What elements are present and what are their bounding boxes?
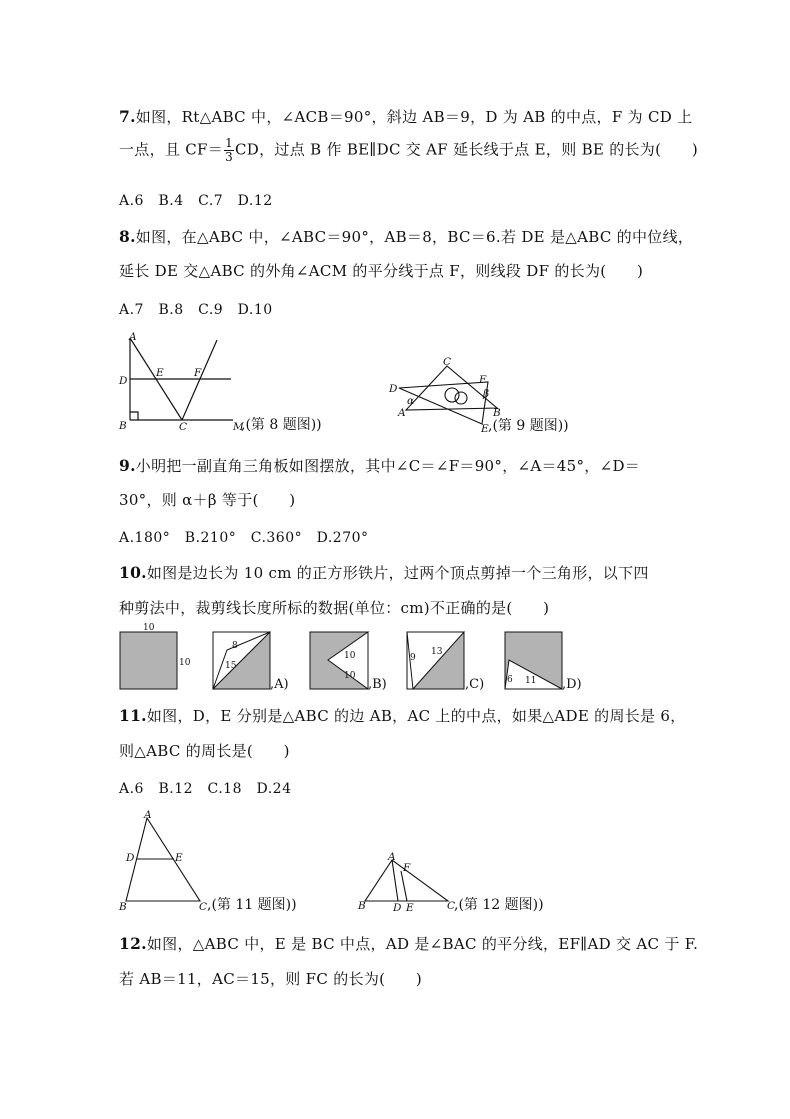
fig12-label-a: A xyxy=(388,851,396,863)
figure-12 xyxy=(355,850,575,920)
figure-8 xyxy=(115,330,365,435)
fig8-label-e: E xyxy=(156,367,164,379)
fig9-label-a: A xyxy=(398,407,406,419)
fig10-option-b-shape xyxy=(310,632,368,689)
fig9-label-d: D xyxy=(389,383,398,395)
fig8-label-m: M xyxy=(233,421,244,433)
fig12-label-d: D xyxy=(393,902,402,914)
fig12-caption: ,(第 12 题图)) xyxy=(454,897,544,913)
fig8-label-a: A xyxy=(129,331,137,343)
q11-options: A.6 B.12 C.18 D.24 xyxy=(119,781,292,797)
q8-options: A.7 B.8 C.9 D.10 xyxy=(119,302,273,318)
q11-number: 11. xyxy=(119,706,147,725)
fig8-label-d: D xyxy=(119,375,128,387)
q8-number: 8. xyxy=(119,227,136,246)
q12-line2: 若 AB＝11，AC＝15，则 FC 的长为( ) xyxy=(119,970,423,988)
q7-fraction-denominator: 3 xyxy=(225,150,233,164)
q9-number: 9. xyxy=(119,456,136,475)
fig11-label-a: A xyxy=(144,809,152,821)
q10-line1 xyxy=(119,562,649,583)
fig11-label-d: D xyxy=(126,852,135,864)
fig10-a-caption: ,A) xyxy=(270,677,289,692)
fig9-circle-1 xyxy=(445,388,459,402)
figure-11 xyxy=(115,808,330,918)
fig10-b-caption: ,B) xyxy=(368,677,387,692)
q8-line2: 延长 DE 交△ABC 的外角∠ACM 的平分线于点 F，则线段 DF 的长为( ) xyxy=(119,262,644,280)
fig10-option-a-shape xyxy=(213,632,270,689)
fig11-label-c: C xyxy=(199,901,208,913)
q7-fraction xyxy=(224,137,234,164)
q10-line2: 种剪法中，裁剪线长度所标的数据(单位：cm)不正确的是( ) xyxy=(119,599,550,617)
fig9-label-e: E xyxy=(481,423,489,435)
q7-line2 xyxy=(119,137,698,164)
q7-line1 xyxy=(119,106,692,127)
fig9-circle-2 xyxy=(455,392,467,404)
fig8-label-b: B xyxy=(119,420,127,432)
fig8-bisector-cf xyxy=(182,340,217,420)
q9-options: A.180° B.210° C.360° D.270° xyxy=(119,530,369,546)
q8-line1 xyxy=(119,226,693,247)
q7-text-2a: 一点，且 CF＝ xyxy=(119,140,224,159)
fig9-label-f: F xyxy=(479,374,487,386)
q12-text-1: 如图，△ABC 中，E 是 BC 中点，AD 是∠BAC 的平分线，EF∥AD 交 AC 于 F. xyxy=(146,935,699,953)
fig12-label-f: F xyxy=(403,862,411,874)
figure-9 xyxy=(385,352,615,437)
fig9-label-beta: β xyxy=(483,388,490,400)
q7-text-1: 如图，Rt△ABC 中，∠ACB＝90°，斜边 AB＝9，D 为 AB 的中点，F 为 CD 上 xyxy=(135,108,693,126)
figure-10 xyxy=(115,620,595,695)
q9-line2: 30°，则 α＋β 等于( ) xyxy=(119,491,296,509)
fig10-c-caption: ,C) xyxy=(465,677,485,692)
fig10-b-label-10b: 10 xyxy=(344,671,356,681)
q11-line1 xyxy=(119,705,686,726)
fig10-d-label-6: 6 xyxy=(507,675,513,685)
q11-line2: 则△ABC 的周长是( ) xyxy=(119,742,290,760)
fig10-d-label-11: 11 xyxy=(525,676,537,686)
fig11-caption: ,(第 11 题图)) xyxy=(207,897,297,913)
q11-text-1: 如图，D，E 分别是△ABC 的边 AB，AC 上的中点，如果△ADE 的周长是 6， xyxy=(146,707,686,725)
fig9-label-alpha: α xyxy=(407,395,415,407)
fig10-d-caption: ,D) xyxy=(562,677,582,692)
fig8-right-angle-mark xyxy=(130,412,138,420)
fig9-label-c: C xyxy=(443,356,452,368)
fig9-label-b: B xyxy=(493,407,501,419)
q10-number: 10. xyxy=(119,563,147,582)
q9-line1 xyxy=(119,455,640,476)
fig8-label-f: F xyxy=(194,367,202,379)
fig10-b-label-10a: 10 xyxy=(344,651,356,661)
fig10-c-label-13: 13 xyxy=(431,647,443,657)
fig10-a-label-8: 8 xyxy=(232,641,238,651)
q9-text-1: 小明把一副直角三角板如图摆放，其中∠C＝∠F＝90°，∠A＝45°，∠D＝ xyxy=(135,457,641,475)
q7-number: 7. xyxy=(119,107,136,126)
fig8-caption: ,(第 8 题图)) xyxy=(241,417,322,433)
fig10-a-label-15: 15 xyxy=(225,661,237,671)
fig11-label-e: E xyxy=(175,852,183,864)
fig10-c-label-9: 9 xyxy=(410,653,416,663)
fig10-square xyxy=(120,632,177,689)
q8-text-1: 如图，在△ABC 中，∠ABC＝90°，AB＝8，BC＝6.若 DE 是△ABC 的中位线， xyxy=(135,228,694,246)
fig12-label-c: C xyxy=(447,900,456,912)
fig12-segment-ad xyxy=(392,860,398,901)
q7-fraction-numerator: 1 xyxy=(225,136,233,150)
fig10-square-top-label: 10 xyxy=(143,623,155,633)
q12-number: 12. xyxy=(119,934,147,953)
fig11-label-b: B xyxy=(119,901,127,913)
fig12-label-e: E xyxy=(406,902,414,914)
fig12-segment-ef xyxy=(401,871,407,901)
fig10-square-right-label: 10 xyxy=(179,658,191,668)
fig9-caption: ,(第 9 题图)) xyxy=(488,418,569,434)
fig12-label-b: B xyxy=(358,900,366,912)
q7-options: A.6 B.4 C.7 D.12 xyxy=(119,193,273,209)
q7-text-2b: CD，过点 B 作 BE∥DC 交 AF 延长线于点 E，则 BE 的长为( ) xyxy=(235,140,699,159)
q10-text-1: 如图是边长为 10 cm 的正方形铁片，过两个顶点剪掉一个三角形，以下四 xyxy=(146,564,649,582)
q12-line1 xyxy=(119,933,698,954)
fig8-label-c: C xyxy=(179,421,188,433)
